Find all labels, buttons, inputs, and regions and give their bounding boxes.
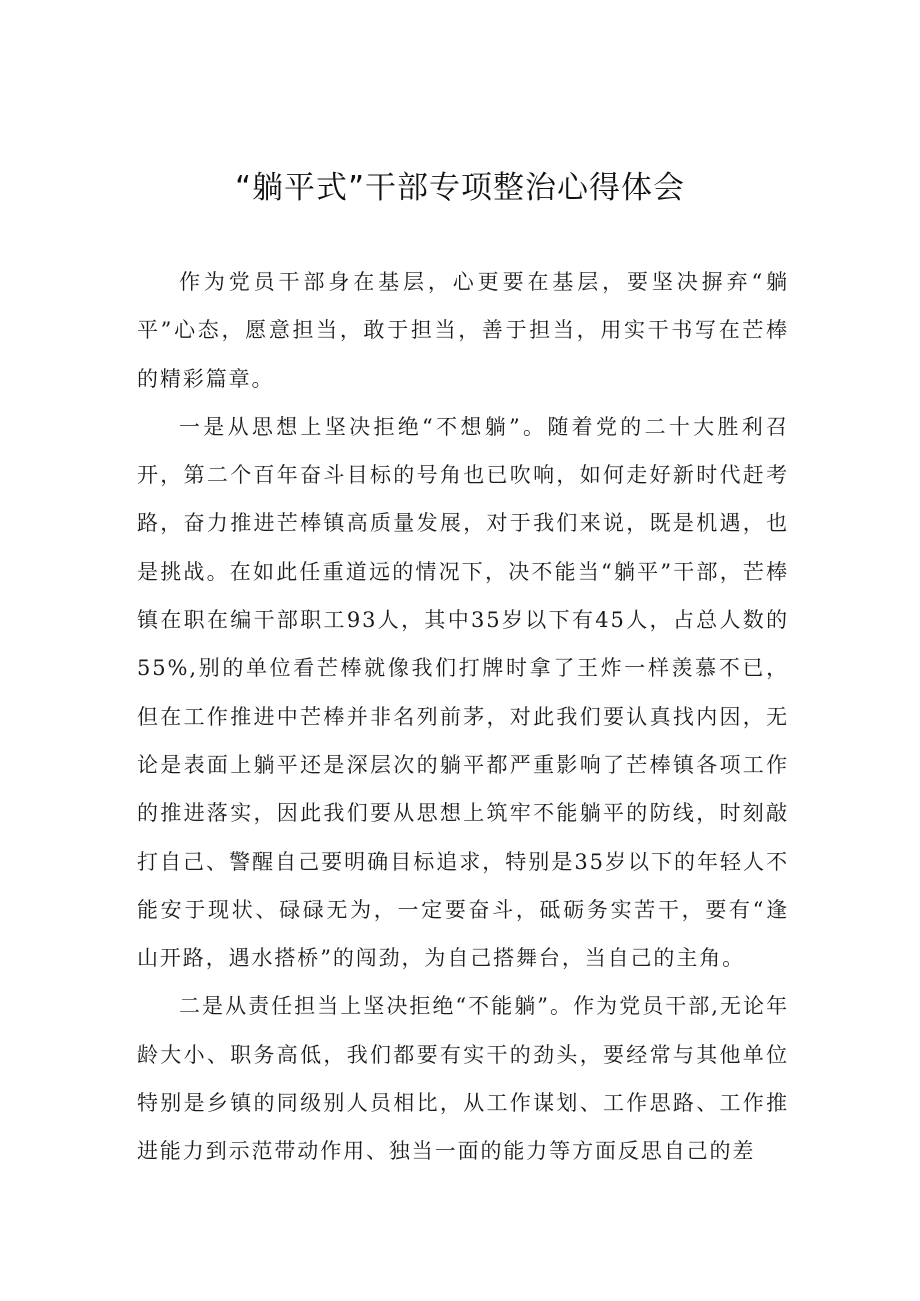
paragraph-intro: 作为党员干部身在基层，心更要在基层，要坚决摒弃“躺平”心态，愿意担当，敢于担当，善于担当，用实干书写在芒棒的精彩篇章。 — [137, 270, 789, 391]
document-body — [137, 258, 789, 1176]
paragraph-point-two: 二是从责任担当上坚决拒绝“不能躺”。作为党员干部,无论年龄大小、职务高低，我们都要有实干的劲头，要经常与其他单位特别是乡镇的同级别人员相比，从工作谋划、工作思路、工作推进能力到示范带动作用、独当一面的能力等方面反思自己的差 — [137, 994, 789, 1164]
document-title: “躺平式”干部专项整治心得体会 — [234, 170, 686, 206]
paragraph-point-one: 一是从思想上坚决拒绝“不想躺”。随着党的二十大胜利召开，第二个百年奋斗目标的号角也已吹响，如何走好新时代赶考路，奋力推进芒棒镇高质量发展，对于我们来说，既是机遇，也是挑战。在如此任重道远的情况下，决不能当“躺平”干部，芒棒镇在职在编干部职工93人，其中35岁以下有45人，占总人数的55%,别的单位看芒棒就像我们打牌时拿了王炸一样羡慕不已，但在工作推进中芒棒并非名列前茅，对此我们要认真找内因，无论是表面上躺平还是深层次的躺平都严重影响了芒棒镇各项工作的推进落实，因此我们要从思想上筑牢不能躺平的防线，时刻敲打自己、警醒自己要明确目标追求，特别是35岁以下的年轻人不能安于现状、碌碌无为，一定要奋斗，砥砺务实苦干，要有“逢山开路，遇水搭桥”的闯劲，为自己搭舞台，当自己的主角。 — [137, 414, 789, 971]
